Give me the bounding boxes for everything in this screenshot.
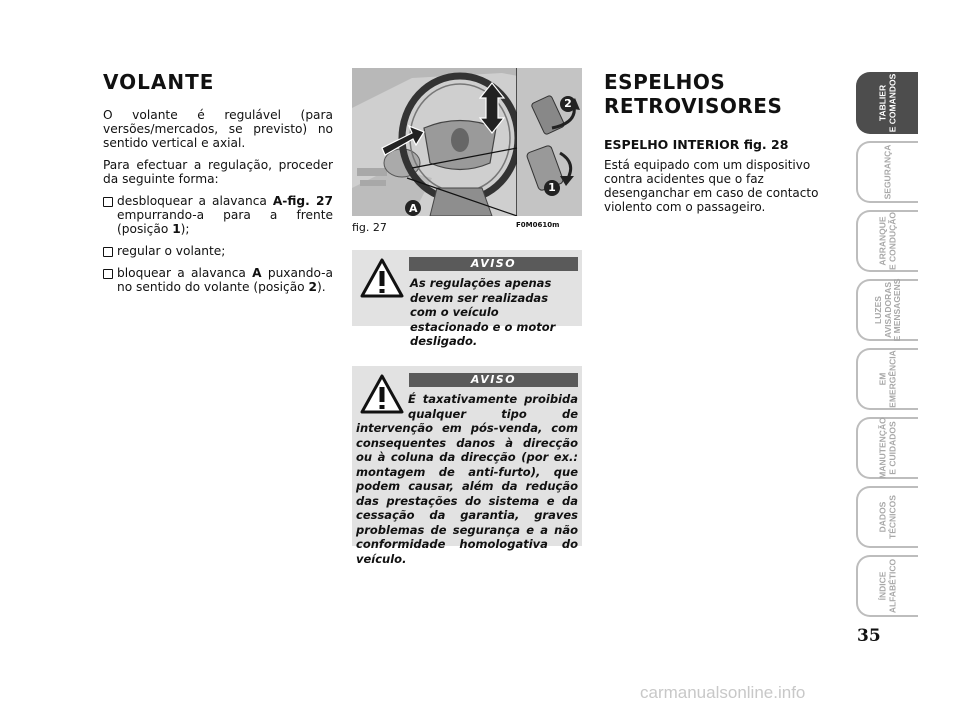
step-text: bloquear a alavanca — [117, 266, 253, 280]
step-ref: A-fig. 27 — [272, 194, 333, 208]
warning-text-content: É taxativamente proibida qualquer tipo de intervenção em pós-venda, com consequentes danos à direcção ou à coluna da direcção (por ex.: montagem de anti-furto), que podem causar, além da redução das prestações do sistema e da cessação da garantia, graves problemas de segurança e a não conformidade homologativa do veículo. — [356, 392, 578, 566]
step-text: ). — [317, 280, 326, 294]
tab-label: MANUTENÇÃO E CUIDADOS — [877, 417, 897, 479]
warning-text — [356, 392, 578, 566]
tab-arranque-e-conducao[interactable] — [856, 210, 918, 272]
step-text: puxando-a no sentido do volante (posição — [117, 266, 333, 294]
figure-caption: fig. 27 — [352, 221, 387, 234]
subsection-title-text: ESPELHO INTERIOR — [604, 137, 744, 152]
tab-tablier-e-comandos[interactable] — [856, 72, 918, 134]
tab-dados-tecnicos[interactable] — [856, 486, 918, 548]
tab-em-emergencia[interactable] — [856, 348, 918, 410]
step-position: 2 — [308, 280, 317, 294]
title-line-1: ESPELHOS — [604, 70, 726, 94]
step-text: desbloquear a alavanca — [117, 194, 273, 208]
warning-box — [352, 250, 582, 348]
volante-body — [103, 108, 333, 302]
section-title-volante: VOLANTE — [103, 70, 215, 94]
subsection-title-espelho-interior — [604, 137, 788, 152]
subsection-figure-ref: fig. 28 — [743, 137, 789, 152]
tab-seguranca[interactable] — [856, 141, 918, 203]
tab-label: TABLIER E COMANDOS — [877, 73, 897, 133]
warning-heading: AVISO — [409, 373, 578, 387]
step-lock — [103, 266, 333, 294]
checkbox-bullet-icon — [103, 269, 113, 279]
steering-wheel-illustration — [352, 68, 582, 216]
step-text: ); — [180, 222, 190, 236]
tab-label: LUZES AVISADORAS E MENSAGENS — [872, 278, 902, 342]
warning-box — [352, 366, 582, 566]
espelho-body: Está equipado com um dispositivo contra acidentes que o faz desenganchar em caso de contacto violento com o passageiro. — [604, 158, 819, 214]
step-position: 1 — [172, 222, 181, 236]
watermark: carmanualsonline.info — [640, 683, 806, 702]
warning-heading: AVISO — [409, 257, 578, 271]
tab-label: SEGURANÇA — [882, 144, 893, 200]
checkbox-bullet-icon — [103, 247, 113, 257]
tab-manutencao-e-cuidados[interactable] — [856, 417, 918, 479]
step-text: regular o volante; — [117, 244, 226, 258]
volante-intro: O volante é regulável (para versões/mercados, se previsto) no sentido vertical e axial. — [103, 108, 333, 150]
step-ref: A — [252, 266, 262, 280]
tab-label: ARRANQUE E CONDUÇÃO — [877, 211, 897, 271]
float-spacer — [356, 392, 408, 420]
warning-text — [358, 276, 578, 349]
volante-instructions: Para efectuar a regulação, proceder da seguinte forma: — [103, 158, 333, 186]
step-adjust — [103, 244, 333, 258]
figure-label-1: 1 — [548, 181, 556, 194]
figure-label-a: A — [409, 202, 418, 215]
checkbox-bullet-icon — [103, 197, 113, 207]
figure-label-2: 2 — [564, 97, 572, 110]
tab-label: EM EMERGÊNCIA — [877, 350, 897, 408]
tab-label: ÍNDICE ALFABÉTICO — [877, 558, 897, 614]
step-unlock — [103, 194, 333, 236]
page-number: 35 — [857, 626, 881, 646]
tab-label: DADOS TÉCNICOS — [877, 495, 897, 539]
step-text: empurrando-a para a frente (posição — [117, 208, 333, 236]
figure-code: F0M0610m — [516, 221, 560, 229]
title-line-2: RETROVISORES — [604, 94, 783, 118]
tab-luzes-avisadoras[interactable] — [856, 279, 918, 341]
tab-indice-alfabetico[interactable] — [856, 555, 918, 617]
adjustment-steps — [103, 194, 333, 294]
warning-text-content: As regulações apenas devem ser realizadas com o veículo estacionado e o motor desligado. — [410, 276, 556, 348]
section-title-espelhos — [604, 70, 782, 118]
